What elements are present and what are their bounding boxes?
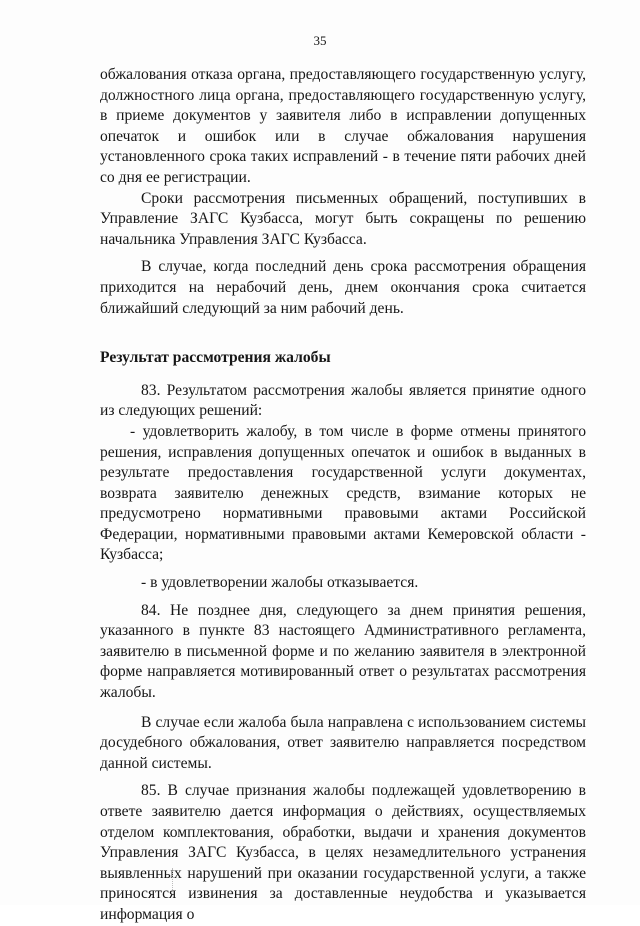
paragraph-85: 85. В случае признания жалобы подлежащей удовлетворению в ответе заявителю дается информация о действиях, осуществляемых отделом комплектования, обработки, выдачи и хранения документов Управления ЗАГС Кузбасса, в целях незамедлительного устранения выявленных нарушений при оказании государственной услуги, а также приносятся извинения за доставленные неудобства и указывается информация о [100, 782, 586, 923]
paragraph-appeal-deadline: обжалования отказа органа, предоставляющего государственную услугу, должностного лица органа, предоставляющего государственную услугу, в приеме документов у заявителя либо в исправлении допущенных опечаток и ошибок или в случае обжалования нарушения установленного срока таких исправлений - в течение пяти рабочих дней со дня ее регистрации. [100, 66, 586, 186]
paragraph-pre-trial-system: В случае если жалоба была направлена с использованием системы досудебного обжалования, ответ заявителю направляется посредством данной системы. [100, 713, 586, 772]
scan-mark [172, 868, 176, 892]
paragraph-83: 83. Результатом рассмотрения жалобы является принятие одного из следующих решений: [100, 381, 586, 420]
document-body [100, 65, 586, 926]
list-item-satisfy: - удовлетворить жалобу, в том числе в форме отмены принятого решения, исправления допущенных опечаток и ошибок в выданных в результате предоставления государственной услуги документах, возврата заявителю денежных средств, взимание которых не предусмотрено нормативными правовыми актами Российской Федерации, нормативными правовыми актами Кемеровской области - Кузбасса; [100, 422, 586, 564]
list-item-refuse: - в удовлетворении жалобы отказывается. [141, 574, 419, 592]
section-heading: Результат рассмотрения жалобы [100, 349, 331, 367]
paragraph-review-terms: Сроки рассмотрения письменных обращений, поступивших в Управление ЗАГС Кузбасса, могут быть сокращены по решению начальника Управления ЗАГС Кузбасса. [100, 189, 586, 248]
page-number: 35 [313, 33, 327, 48]
paragraph-84: 84. Не позднее дня, следующего за днем принятия решения, указанного в пункте 83 настоящего Административного регламента, заявителю в письменной форме и по желанию заявителя в электронной форме направляется мотивированный ответ о результатах рассмотрения жалобы. [100, 601, 586, 702]
paragraph-nonworking-day: В случае, когда последний день срока рассмотрения обращения приходится на нерабочий день, днем окончания срока считается ближайший следующий за ним рабочий день. [100, 258, 586, 317]
